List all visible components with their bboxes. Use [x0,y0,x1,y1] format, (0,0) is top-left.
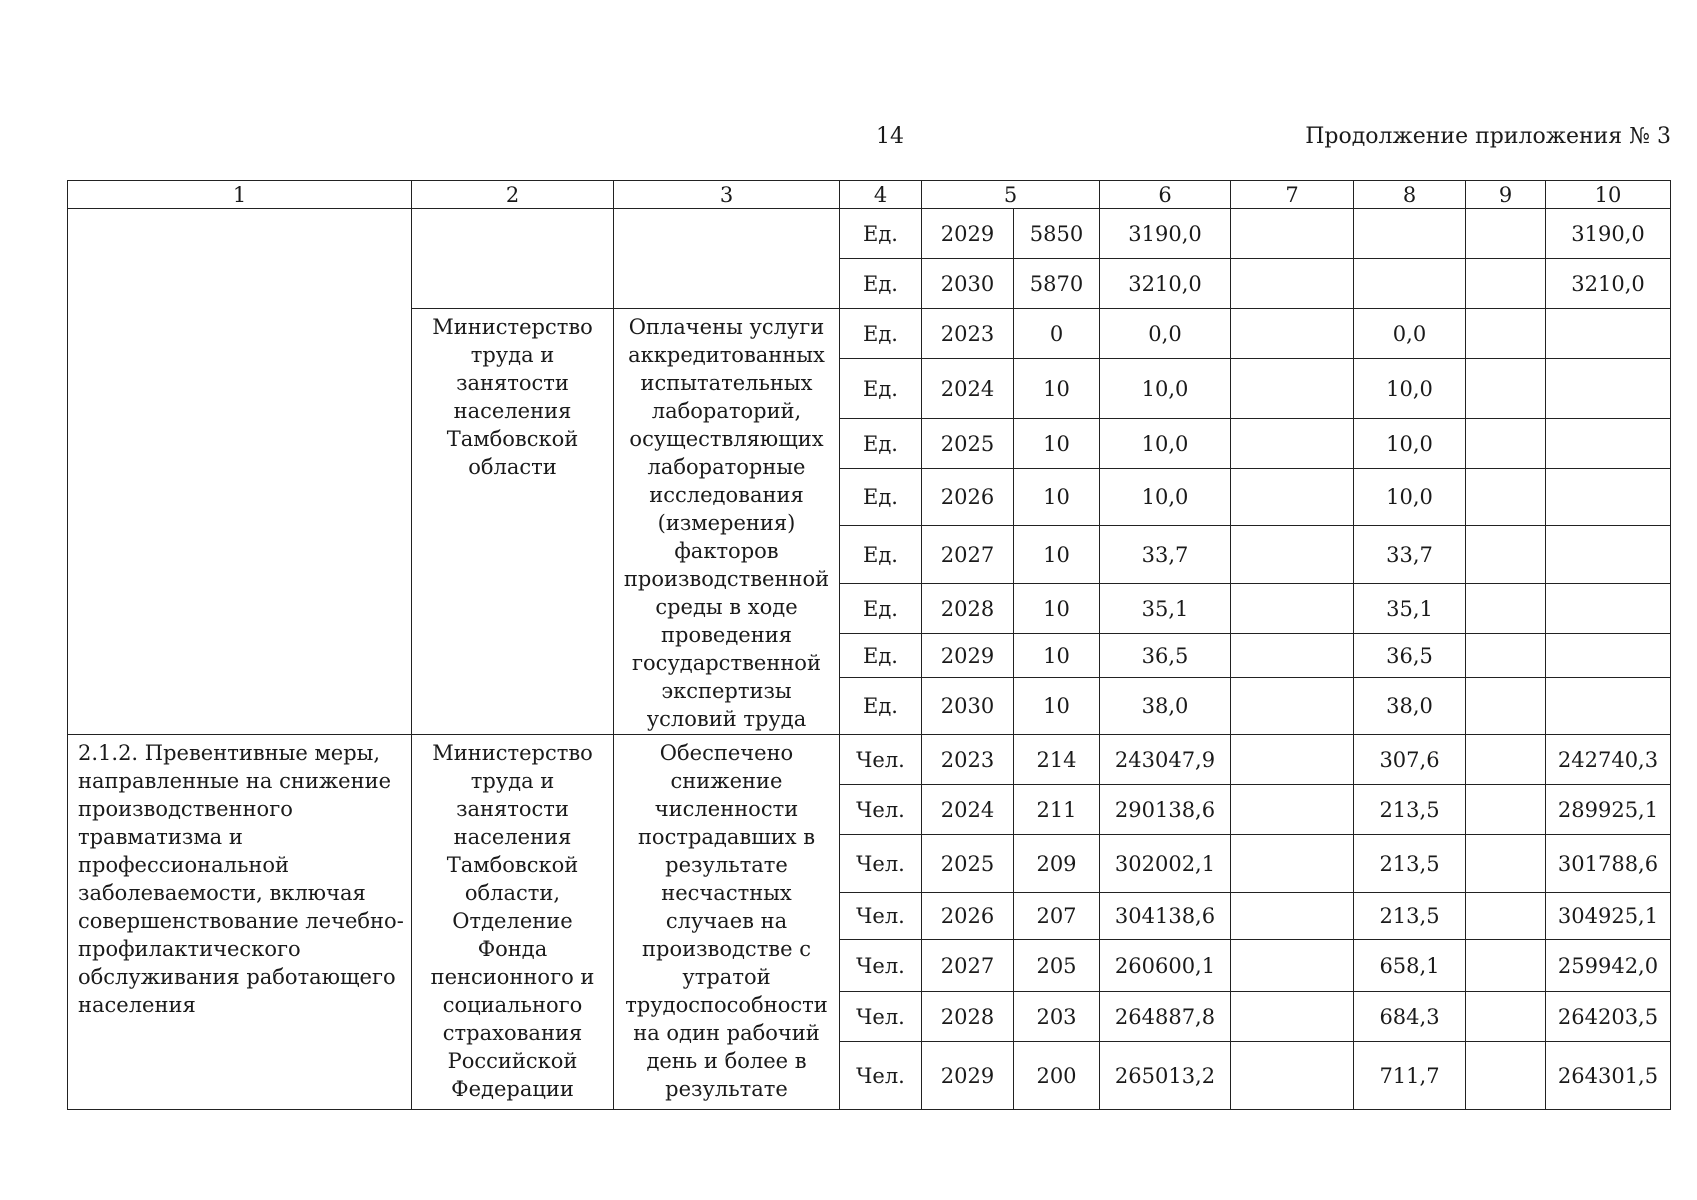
unit-cell: Ед. [840,526,922,584]
year-cell: 2025 [922,835,1014,893]
unit-cell: Чел. [840,785,922,835]
col7-cell [1231,634,1354,678]
value-cell: 10 [1014,419,1100,469]
col8-cell: 213,5 [1354,893,1466,940]
year-cell: 2026 [922,469,1014,526]
col8-cell: 10,0 [1354,419,1466,469]
total-cell: 10,0 [1100,359,1231,419]
year-cell: 2029 [922,1042,1014,1110]
col9-cell [1466,634,1546,678]
col9-cell [1466,940,1546,992]
col9-cell [1466,469,1546,526]
unit-cell: Ед. [840,309,922,359]
col10-cell [1546,526,1671,584]
value-cell: 214 [1014,735,1100,785]
result-cell: Оплачены услуги аккредитованных испытательных лабораторий, осуществляющих лабораторные исследования (измерения) факторов производственной среды в ходе проведения государственной экспертизы условий труда [614,309,840,735]
col7-cell [1231,584,1354,634]
year-cell: 2028 [922,584,1014,634]
col10-cell: 3210,0 [1546,259,1671,309]
col7-cell [1231,940,1354,992]
col10-cell [1546,584,1671,634]
col10-cell: 301788,6 [1546,835,1671,893]
col7-cell [1231,893,1354,940]
col10-cell [1546,678,1671,735]
total-cell: 3190,0 [1100,209,1231,259]
unit-cell: Чел. [840,735,922,785]
col7-cell [1231,259,1354,309]
col-header-3: 3 [614,181,840,209]
col7-cell [1231,992,1354,1042]
col7-cell [1231,835,1354,893]
total-cell: 304138,6 [1100,893,1231,940]
col9-cell [1466,1042,1546,1110]
value-cell: 0 [1014,309,1100,359]
col10-cell [1546,419,1671,469]
col7-cell [1231,359,1354,419]
col8-cell [1354,259,1466,309]
table-row [68,735,1671,785]
col7-cell [1231,209,1354,259]
measure-cell-empty [68,209,412,735]
col7-cell [1231,735,1354,785]
total-cell: 33,7 [1100,526,1231,584]
year-cell: 2025 [922,419,1014,469]
unit-cell: Ед. [840,634,922,678]
col-header-1: 1 [68,181,412,209]
col-header-10: 10 [1546,181,1671,209]
col9-cell [1466,992,1546,1042]
total-cell: 264887,8 [1100,992,1231,1042]
col9-cell [1466,419,1546,469]
total-cell: 243047,9 [1100,735,1231,785]
col-header-8: 8 [1354,181,1466,209]
col-header-4: 4 [840,181,922,209]
col8-cell: 0,0 [1354,309,1466,359]
col10-cell: 289925,1 [1546,785,1671,835]
value-cell: 211 [1014,785,1100,835]
measure-cell: 2.1.2. Превентивные меры, направленные на снижение производственного травматизма и профессиональной заболеваемости, включая совершенствование лечебно-профилактического обслуживания работающего населения [68,735,412,1110]
page-number: 14 [876,124,904,149]
value-cell: 205 [1014,940,1100,992]
col8-cell [1354,209,1466,259]
col9-cell [1466,309,1546,359]
total-cell: 10,0 [1100,469,1231,526]
col9-cell [1466,835,1546,893]
unit-cell: Ед. [840,209,922,259]
col8-cell: 10,0 [1354,359,1466,419]
col8-cell: 658,1 [1354,940,1466,992]
unit-cell: Ед. [840,584,922,634]
unit-cell: Чел. [840,940,922,992]
table-row [68,209,1671,259]
total-cell: 10,0 [1100,419,1231,469]
col10-cell: 259942,0 [1546,940,1671,992]
col9-cell [1466,209,1546,259]
year-cell: 2027 [922,526,1014,584]
unit-cell: Чел. [840,835,922,893]
col7-cell [1231,419,1354,469]
col-header-6: 6 [1100,181,1231,209]
total-cell: 3210,0 [1100,259,1231,309]
year-cell: 2023 [922,735,1014,785]
col-header-9: 9 [1466,181,1546,209]
value-cell: 10 [1014,469,1100,526]
col7-cell [1231,469,1354,526]
col-header-2: 2 [412,181,614,209]
value-cell: 10 [1014,526,1100,584]
col7-cell [1231,785,1354,835]
col8-cell: 684,3 [1354,992,1466,1042]
col9-cell [1466,678,1546,735]
executor-cell: Министерство труда и занятости населения Тамбовской области [412,309,614,735]
col7-cell [1231,526,1354,584]
value-cell: 5850 [1014,209,1100,259]
result-cell-empty [614,209,840,309]
col10-cell [1546,469,1671,526]
unit-cell: Чел. [840,1042,922,1110]
col8-cell: 35,1 [1354,584,1466,634]
col10-cell: 3190,0 [1546,209,1671,259]
year-cell: 2029 [922,209,1014,259]
col10-cell: 264203,5 [1546,992,1671,1042]
appendix-caption: Продолжение приложения № 3 [1305,124,1671,149]
unit-cell: Чел. [840,992,922,1042]
col10-cell [1546,309,1671,359]
total-cell: 35,1 [1100,584,1231,634]
col10-cell [1546,359,1671,419]
col7-cell [1231,678,1354,735]
result-cell: Обеспечено снижение численности пострадавших в результате несчастных случаев на производстве с утратой трудоспособности на один рабочий день и более в результате [614,735,840,1110]
total-cell: 260600,1 [1100,940,1231,992]
col-header-7: 7 [1231,181,1354,209]
unit-cell: Ед. [840,359,922,419]
unit-cell: Ед. [840,469,922,526]
total-cell: 38,0 [1100,678,1231,735]
value-cell: 10 [1014,584,1100,634]
total-cell: 302002,1 [1100,835,1231,893]
col8-cell: 711,7 [1354,1042,1466,1110]
col8-cell: 38,0 [1354,678,1466,735]
unit-cell: Чел. [840,893,922,940]
value-cell: 209 [1014,835,1100,893]
year-cell: 2030 [922,259,1014,309]
year-cell: 2030 [922,678,1014,735]
year-cell: 2024 [922,785,1014,835]
executor-cell: Министерство труда и занятости населения Тамбовской области, Отделение Фонда пенсионного и социального страхования Российской Федерации [412,735,614,1110]
col8-cell: 213,5 [1354,835,1466,893]
col8-cell: 36,5 [1354,634,1466,678]
col8-cell: 10,0 [1354,469,1466,526]
col8-cell: 33,7 [1354,526,1466,584]
col10-cell [1546,634,1671,678]
executor-cell-empty [412,209,614,309]
col9-cell [1466,584,1546,634]
total-cell: 290138,6 [1100,785,1231,835]
value-cell: 207 [1014,893,1100,940]
value-cell: 10 [1014,634,1100,678]
column-header-row [68,181,1671,209]
col8-cell: 213,5 [1354,785,1466,835]
value-cell: 203 [1014,992,1100,1042]
unit-cell: Ед. [840,259,922,309]
col7-cell [1231,1042,1354,1110]
col9-cell [1466,526,1546,584]
col9-cell [1466,785,1546,835]
col7-cell [1231,309,1354,359]
value-cell: 200 [1014,1042,1100,1110]
unit-cell: Ед. [840,419,922,469]
col9-cell [1466,893,1546,940]
col10-cell: 264301,5 [1546,1042,1671,1110]
total-cell: 0,0 [1100,309,1231,359]
unit-cell: Ед. [840,678,922,735]
year-cell: 2024 [922,359,1014,419]
col9-cell [1466,359,1546,419]
col10-cell: 304925,1 [1546,893,1671,940]
year-cell: 2027 [922,940,1014,992]
year-cell: 2029 [922,634,1014,678]
year-cell: 2028 [922,992,1014,1042]
col9-cell [1466,259,1546,309]
col8-cell: 307,6 [1354,735,1466,785]
total-cell: 36,5 [1100,634,1231,678]
total-cell: 265013,2 [1100,1042,1231,1110]
data-table [67,180,1671,1110]
value-cell: 10 [1014,678,1100,735]
value-cell: 10 [1014,359,1100,419]
year-cell: 2026 [922,893,1014,940]
col-header-5: 5 [922,181,1100,209]
year-cell: 2023 [922,309,1014,359]
col10-cell: 242740,3 [1546,735,1671,785]
value-cell: 5870 [1014,259,1100,309]
col9-cell [1466,735,1546,785]
